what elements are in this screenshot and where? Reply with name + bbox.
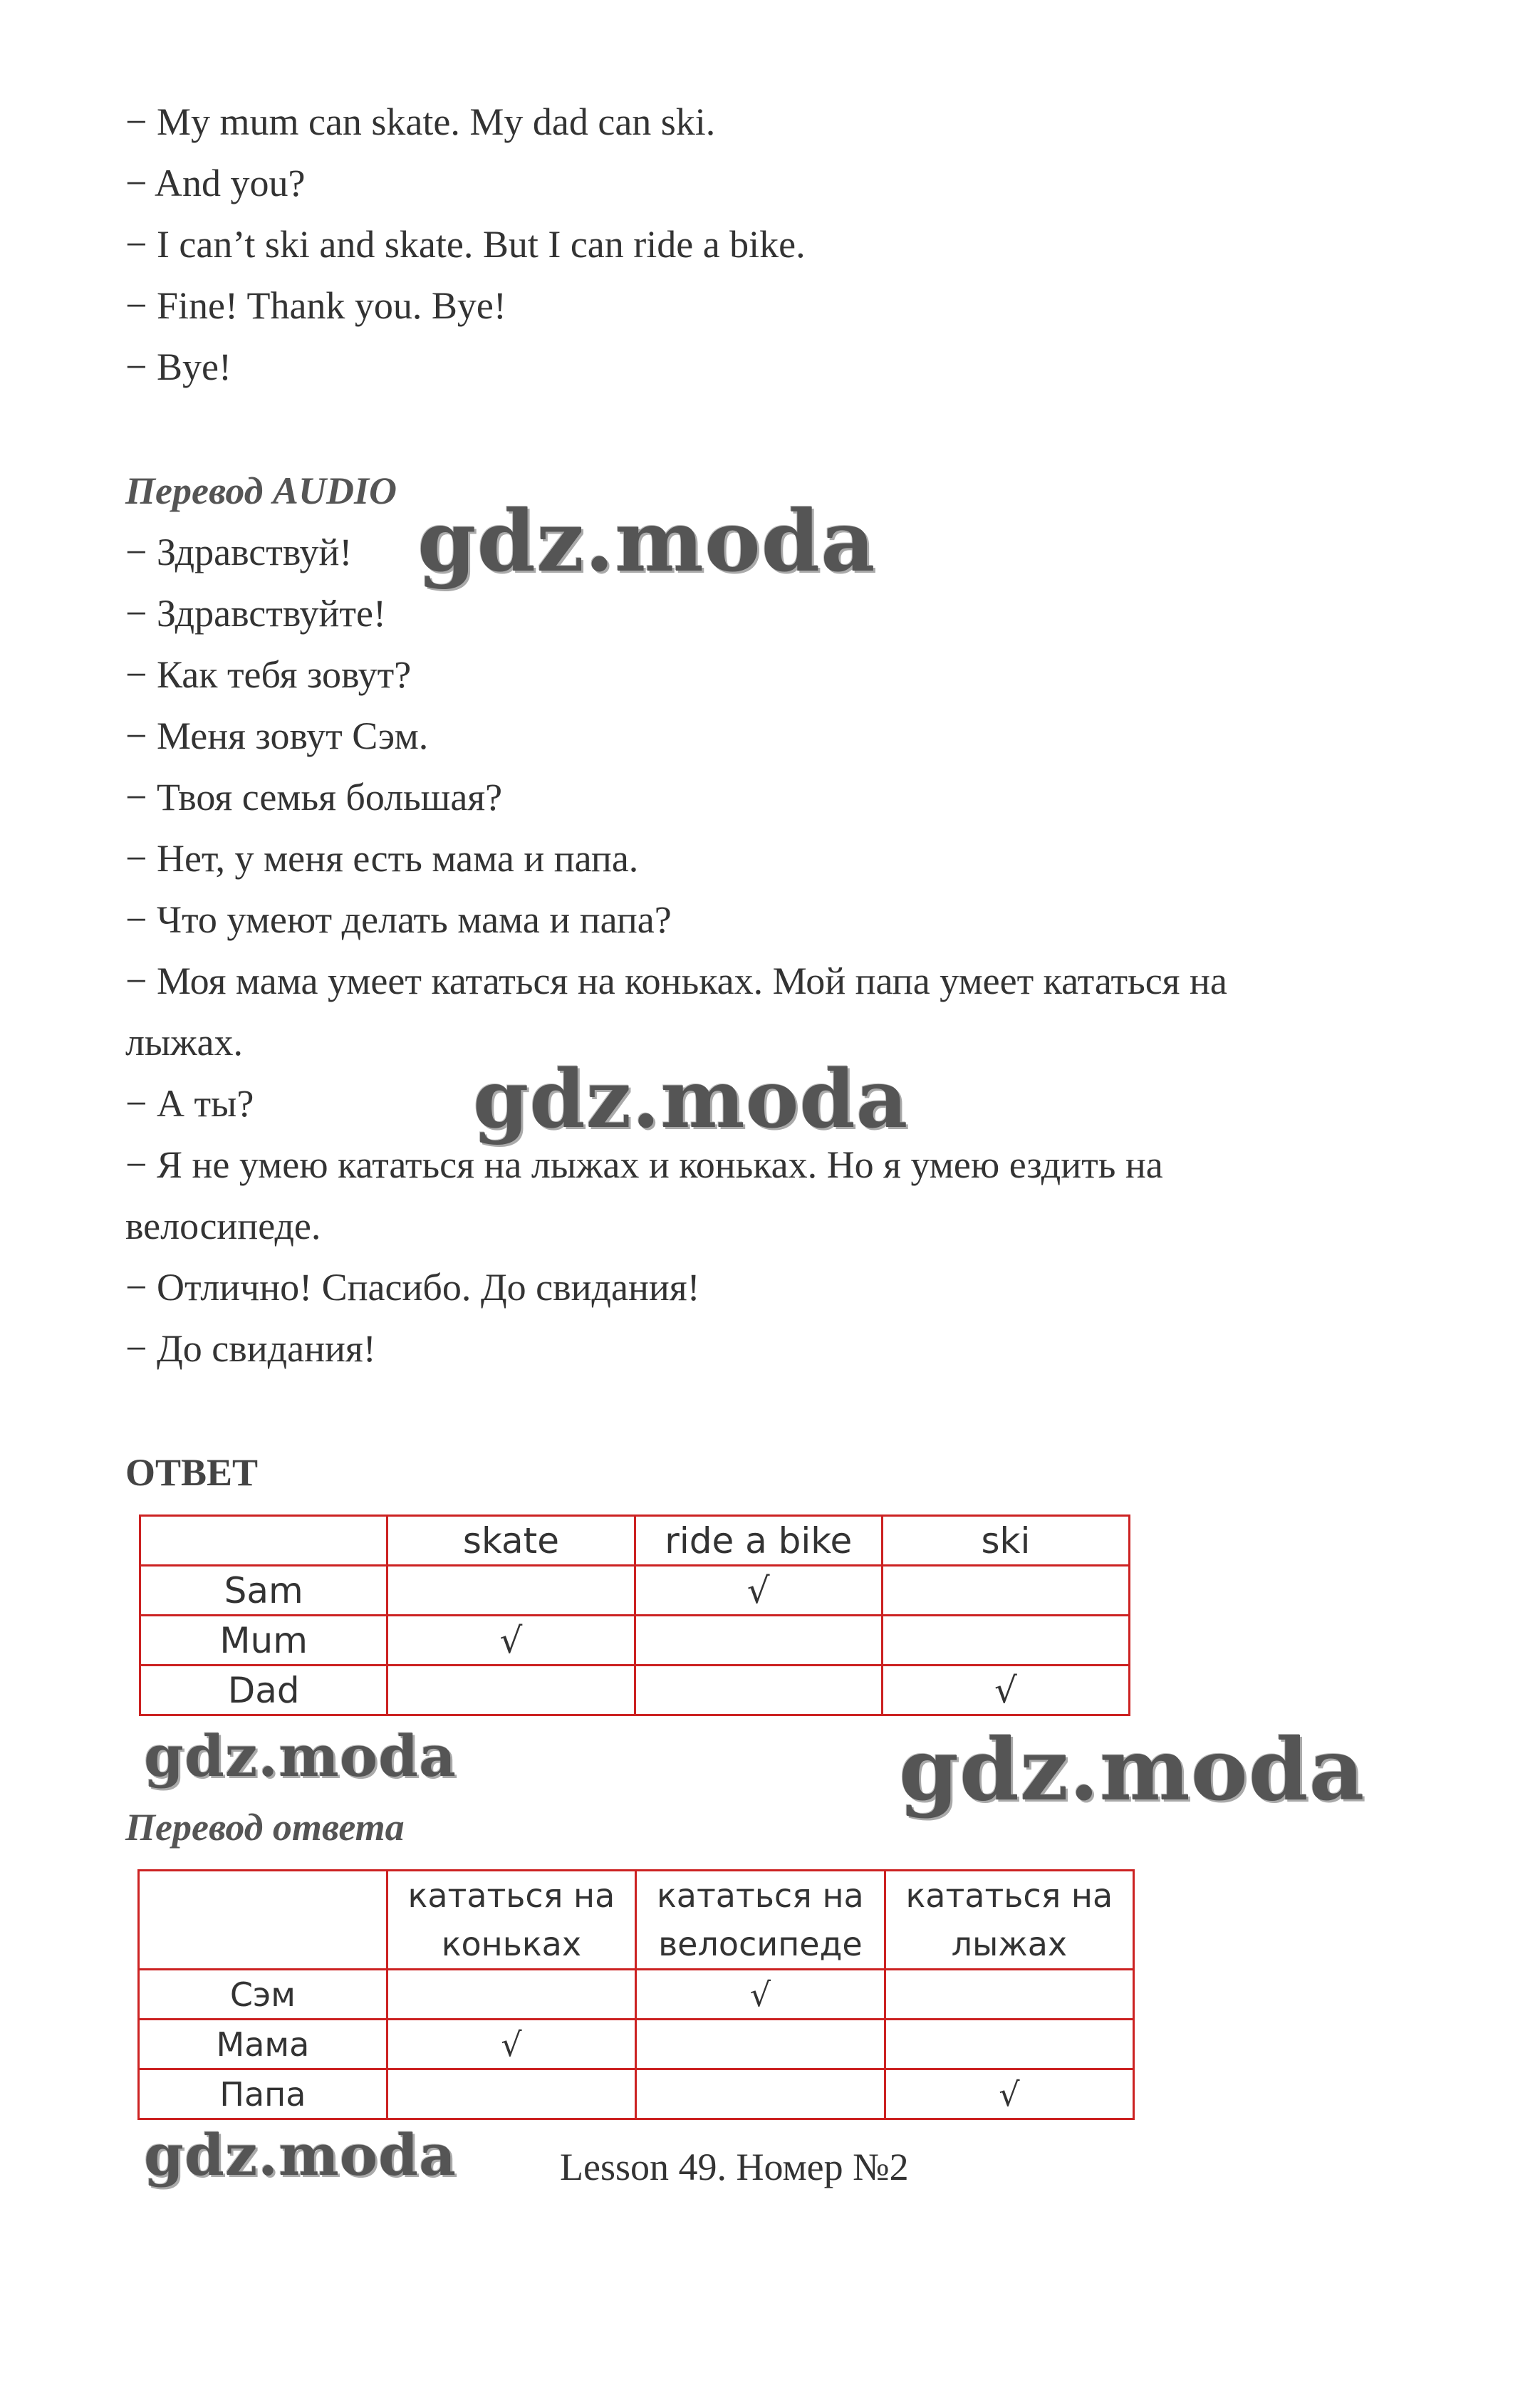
answer-table-header-cell	[140, 1516, 387, 1566]
answer-table-cell: √	[635, 1566, 882, 1616]
answer-table-ru-cell: √	[636, 1970, 885, 2020]
table-row	[140, 1616, 1130, 1666]
table-row	[139, 2020, 1134, 2069]
answer-table-cell: Sam	[140, 1566, 387, 1616]
answer-table-cell: Dad	[140, 1666, 387, 1715]
answer-table-ru	[137, 1869, 1135, 2120]
answer-table-ru-header-cell	[139, 1871, 387, 1970]
dialogue-en-line: − I can’t ski and skate. But I can ride a bike.	[125, 223, 806, 266]
answer-table-cell	[882, 1566, 1129, 1616]
watermark-logo: gdz.moda	[417, 492, 876, 591]
answer-table-cell	[882, 1616, 1129, 1666]
answer-table-ru-header-cell: кататься на лыжах	[885, 1871, 1133, 1970]
answer-table-ru-cell	[885, 2020, 1133, 2069]
watermark-logo: gdz.moda	[144, 1723, 457, 1789]
dialogue-ru-line: − Здравствуйте!	[125, 592, 386, 635]
dialogue-ru-line: − Нет, у меня есть мама и папа.	[125, 837, 639, 880]
answer-table-cell: √	[882, 1666, 1129, 1715]
answer-table-cell	[635, 1616, 882, 1666]
watermark-logo: gdz.moda	[473, 1053, 909, 1146]
answer-table-cell: Mum	[140, 1616, 387, 1666]
table-row	[140, 1566, 1130, 1616]
answer-table-ru-cell	[885, 1970, 1133, 2020]
answer-table-header-cell: ski	[882, 1516, 1129, 1566]
answer-table-ru-cell	[387, 2069, 635, 2119]
answer-table-ru-header-cell: кататься на коньках	[387, 1871, 635, 1970]
answer-table-cell	[387, 1566, 635, 1616]
answer-table-cell: √	[387, 1616, 635, 1666]
dialogue-en-line: − And you?	[125, 162, 306, 204]
dialogue-ru-line: − Я не умею кататься на лыжах и коньках. Но я умею ездить на велосипеде.	[125, 1143, 1163, 1247]
answer-table-ru-cell: √	[387, 2020, 635, 2069]
dialogue-ru-line: − Отлично! Спасибо. До свидания!	[125, 1266, 700, 1309]
dialogue-en-line: − My mum can skate. My dad can ski.	[125, 100, 716, 143]
watermark-logo: gdz.moda	[144, 2121, 457, 2188]
answer-table-ru-cell: Сэм	[139, 1970, 387, 2020]
dialogue-ru-line: − Моя мама умеет кататься на коньках. Мой папа умеет кататься на лыжах.	[125, 960, 1227, 1064]
dialogue-ru-line: − Здравствуй!	[125, 531, 353, 573]
table-row	[139, 2069, 1134, 2119]
answer-table-ru-cell: Папа	[139, 2069, 387, 2119]
page-footer: Lesson 49. Номер №2	[560, 2146, 909, 2188]
table-row	[139, 1970, 1134, 2020]
dialogue-ru-line: − Твоя семья большая?	[125, 776, 503, 819]
answer-table-ru-cell: √	[885, 2069, 1133, 2119]
answer-heading: ОТВЕТ	[125, 1451, 259, 1494]
dialogue-en-line: − Bye!	[125, 345, 231, 388]
dialogue-ru-line: − Меня зовут Сэм.	[125, 715, 429, 757]
table-row	[140, 1666, 1130, 1715]
answer-table-ru-cell	[636, 2069, 885, 2119]
dialogue-ru-line: − Как тебя зовут?	[125, 653, 412, 696]
dialogue-en-line: − Fine! Thank you. Bye!	[125, 284, 506, 327]
watermark-logo: gdz.moda	[899, 1720, 1365, 1820]
translation-heading: Перевод AUDIO	[125, 469, 397, 512]
answer-table	[139, 1514, 1130, 1716]
answer-table-header-cell: ride a bike	[635, 1516, 882, 1566]
dialogue-ru-line: − А ты?	[125, 1082, 254, 1125]
answer-table-cell	[635, 1666, 882, 1715]
dialogue-ru-line: − До свидания!	[125, 1327, 376, 1370]
answer-table-cell	[387, 1666, 635, 1715]
answer-table-ru-cell	[387, 1970, 635, 2020]
answer-table-ru-cell	[636, 2020, 885, 2069]
answer-table-ru-cell: Мама	[139, 2020, 387, 2069]
answer-table-ru-header-cell: кататься на велосипеде	[636, 1871, 885, 1970]
dialogue-ru-line: − Что умеют делать мама и папа?	[125, 898, 672, 941]
answer-table-header-cell: skate	[387, 1516, 635, 1566]
answer-translation-heading: Перевод ответа	[125, 1806, 405, 1849]
